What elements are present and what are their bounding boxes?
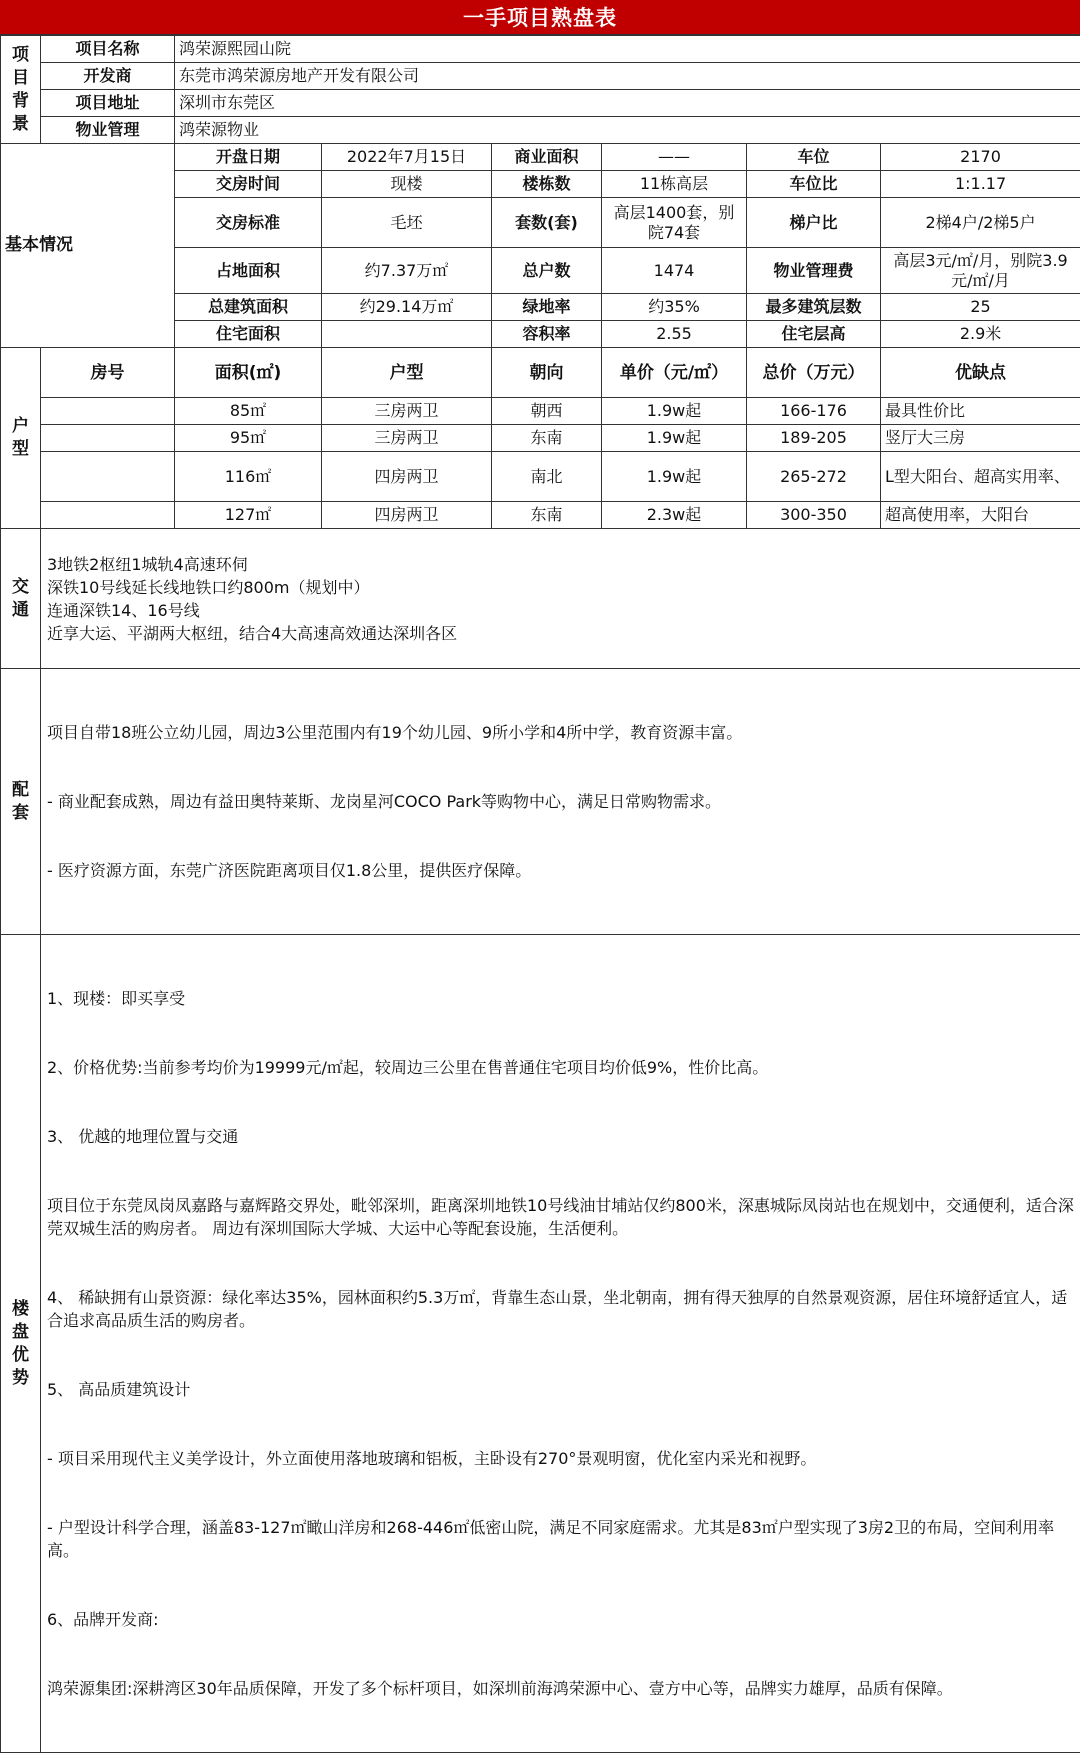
unit-room bbox=[41, 398, 175, 425]
facilities-line: 项目自带18班公立幼儿园，周边3公里范围内有19个幼儿园、9所小学和4所中学，教育资源丰富。 bbox=[47, 721, 1074, 744]
background-label: 开发商 bbox=[41, 63, 175, 90]
background-value: 鸿荣源物业 bbox=[175, 117, 1080, 144]
basic-value: 约7.37万㎡ bbox=[322, 248, 492, 294]
basic-label: 车位 bbox=[747, 144, 881, 171]
background-row bbox=[1, 63, 1080, 90]
basic-label: 总户数 bbox=[492, 248, 602, 294]
background-value: 东莞市鸿荣源房地产开发有限公司 bbox=[175, 63, 1080, 90]
unit-price: 2.3w起 bbox=[602, 502, 747, 529]
basic-label: 套数(套) bbox=[492, 198, 602, 248]
basic-row bbox=[1, 144, 1080, 171]
background-value: 深圳市东莞区 bbox=[175, 90, 1080, 117]
background-row bbox=[1, 117, 1080, 144]
basic-label: 楼栋数 bbox=[492, 171, 602, 198]
unit-room bbox=[41, 452, 175, 502]
basic-value bbox=[322, 321, 492, 348]
project-table bbox=[0, 35, 1080, 1753]
basic-value: 2170 bbox=[881, 144, 1080, 171]
basic-label: 车位比 bbox=[747, 171, 881, 198]
units-header: 房号 bbox=[41, 348, 175, 398]
unit-room bbox=[41, 502, 175, 529]
background-value: 鸿荣源熙园山院 bbox=[175, 36, 1080, 63]
unit-notes: 最具性价比 bbox=[881, 398, 1080, 425]
facilities-content bbox=[41, 669, 1080, 935]
background-row bbox=[1, 36, 1080, 63]
unit-layout: 三房两卫 bbox=[322, 398, 492, 425]
basic-label: 交房标准 bbox=[175, 198, 322, 248]
basic-value: 高层1400套，别院74套 bbox=[602, 198, 747, 248]
basic-value: 1474 bbox=[602, 248, 747, 294]
unit-notes: 竖厅大三房 bbox=[881, 425, 1080, 452]
advantages-row bbox=[1, 935, 1080, 1753]
basic-value: 2.9米 bbox=[881, 321, 1080, 348]
advantages-line: 2、价格优势:当前参考均价为19999元/㎡起，较周边三公里在售普通住宅项目均价低9%，性价比高。 bbox=[47, 1056, 1074, 1079]
unit-price: 1.9w起 bbox=[602, 425, 747, 452]
unit-orientation: 朝西 bbox=[492, 398, 602, 425]
basic-value: —— bbox=[602, 144, 747, 171]
unit-area: 116㎡ bbox=[175, 452, 322, 502]
unit-orientation: 东南 bbox=[492, 502, 602, 529]
basic-label: 占地面积 bbox=[175, 248, 322, 294]
basic-label: 梯户比 bbox=[747, 198, 881, 248]
basic-label: 商业面积 bbox=[492, 144, 602, 171]
unit-row bbox=[1, 502, 1080, 529]
units-header: 面积(㎡) bbox=[175, 348, 322, 398]
traffic-row bbox=[1, 529, 1080, 669]
advantages-line: - 户型设计科学合理，涵盖83-127㎡瞰山洋房和268-446㎡低密山院，满足不同家庭需求。尤其是83㎡户型实现了3房2卫的布局，空间利用率高。 bbox=[47, 1516, 1074, 1562]
basic-value: 现楼 bbox=[322, 171, 492, 198]
traffic-line: 深铁10号线延长线地铁口约800m（规划中） bbox=[47, 576, 1074, 599]
units-header-row bbox=[1, 348, 1080, 398]
advantages-line: - 项目采用现代主义美学设计，外立面使用落地玻璃和铝板，主卧设有270°景观明窗，优化室内采光和视野。 bbox=[47, 1447, 1074, 1470]
advantages-line: 1、现楼：即买享受 bbox=[47, 987, 1074, 1010]
advantages-line: 4、 稀缺拥有山景资源：绿化率达35%，园林面积约5.3万㎡，背靠生态山景，坐北朝南，拥有得天独厚的自然景观资源，居住环境舒适宜人，适合追求高品质生活的购房者。 bbox=[47, 1286, 1074, 1332]
advantages-line: 6、品牌开发商: bbox=[47, 1608, 1074, 1631]
units-header: 朝向 bbox=[492, 348, 602, 398]
advantages-line: 3、 优越的地理位置与交通 bbox=[47, 1125, 1074, 1148]
unit-total: 189-205 bbox=[747, 425, 881, 452]
unit-total: 166-176 bbox=[747, 398, 881, 425]
traffic-line: 连通深铁14、16号线 bbox=[47, 599, 1074, 622]
unit-total: 300-350 bbox=[747, 502, 881, 529]
unit-room bbox=[41, 425, 175, 452]
basic-value: 高层3元/㎡/月，别院3.9元/㎡/月 bbox=[881, 248, 1080, 294]
basic-value: 2.55 bbox=[602, 321, 747, 348]
units-header: 总价（万元） bbox=[747, 348, 881, 398]
basic-label: 住宅面积 bbox=[175, 321, 322, 348]
traffic-content bbox=[41, 529, 1080, 669]
basic-label: 物业管理费 bbox=[747, 248, 881, 294]
unit-price: 1.9w起 bbox=[602, 452, 747, 502]
traffic-line: 近享大运、平湖两大枢纽，结合4大高速高效通达深圳各区 bbox=[47, 622, 1074, 645]
section-label-units: 户 型 bbox=[1, 348, 41, 529]
section-label-traffic: 交 通 bbox=[1, 529, 41, 669]
units-header: 单价（元/㎡） bbox=[602, 348, 747, 398]
traffic-line: 3地铁2枢纽1城轨4高速环伺 bbox=[47, 553, 1074, 576]
basic-label: 住宅层高 bbox=[747, 321, 881, 348]
facilities-row bbox=[1, 669, 1080, 935]
section-label-basic: 基本情况 bbox=[1, 144, 175, 348]
unit-layout: 四房两卫 bbox=[322, 502, 492, 529]
basic-value: 约29.14万㎡ bbox=[322, 294, 492, 321]
basic-value: 毛坯 bbox=[322, 198, 492, 248]
section-label-background: 项 目 背 景 bbox=[1, 36, 41, 144]
background-label: 项目名称 bbox=[41, 36, 175, 63]
basic-value: 11栋高层 bbox=[602, 171, 747, 198]
unit-area: 95㎡ bbox=[175, 425, 322, 452]
unit-area: 127㎡ bbox=[175, 502, 322, 529]
background-label: 项目地址 bbox=[41, 90, 175, 117]
unit-layout: 三房两卫 bbox=[322, 425, 492, 452]
basic-label: 开盘日期 bbox=[175, 144, 322, 171]
unit-total: 265-272 bbox=[747, 452, 881, 502]
basic-value: 25 bbox=[881, 294, 1080, 321]
unit-price: 1.9w起 bbox=[602, 398, 747, 425]
page-title: 一手项目熟盘表 bbox=[0, 0, 1080, 35]
advantages-content bbox=[41, 935, 1080, 1753]
basic-label: 总建筑面积 bbox=[175, 294, 322, 321]
facilities-line: - 商业配套成熟，周边有益田奥特莱斯、龙岗星河COCO Park等购物中心，满足日常购物需求。 bbox=[47, 790, 1074, 813]
basic-value: 2022年7月15日 bbox=[322, 144, 492, 171]
facilities-line: - 医疗资源方面，东莞广济医院距离项目仅1.8公里，提供医疗保障。 bbox=[47, 859, 1074, 882]
section-label-facilities: 配 套 bbox=[1, 669, 41, 935]
unit-orientation: 东南 bbox=[492, 425, 602, 452]
basic-label: 交房时间 bbox=[175, 171, 322, 198]
basic-label: 绿地率 bbox=[492, 294, 602, 321]
background-label: 物业管理 bbox=[41, 117, 175, 144]
advantages-line: 鸿荣源集团:深耕湾区30年品质保障，开发了多个标杆项目，如深圳前海鸿荣源中心、壹方中心等，品牌实力雄厚，品质有保障。 bbox=[47, 1677, 1074, 1700]
basic-value: 1:1.17 bbox=[881, 171, 1080, 198]
basic-value: 2梯4户/2梯5户 bbox=[881, 198, 1080, 248]
unit-row bbox=[1, 398, 1080, 425]
unit-notes: L型大阳台、超高实用率、 bbox=[881, 452, 1080, 502]
units-header: 优缺点 bbox=[881, 348, 1080, 398]
basic-label: 容积率 bbox=[492, 321, 602, 348]
unit-notes: 超高使用率，大阳台 bbox=[881, 502, 1080, 529]
unit-area: 85㎡ bbox=[175, 398, 322, 425]
background-row bbox=[1, 90, 1080, 117]
basic-value: 约35% bbox=[602, 294, 747, 321]
advantages-line: 项目位于东莞凤岗凤嘉路与嘉辉路交界处，毗邻深圳，距离深圳地铁10号线油甘埔站仅约800米，深惠城际凤岗站也在规划中，交通便利，适合深莞双城生活的购房者。 周边有深圳国际大学城、大运中心等配套设施，生活便利。 bbox=[47, 1194, 1074, 1240]
advantages-line: 5、 高品质建筑设计 bbox=[47, 1378, 1074, 1401]
basic-label: 最多建筑层数 bbox=[747, 294, 881, 321]
section-label-advantages: 楼 盘 优 势 bbox=[1, 935, 41, 1753]
unit-row bbox=[1, 425, 1080, 452]
unit-row bbox=[1, 452, 1080, 502]
unit-layout: 四房两卫 bbox=[322, 452, 492, 502]
units-header: 户型 bbox=[322, 348, 492, 398]
unit-orientation: 南北 bbox=[492, 452, 602, 502]
